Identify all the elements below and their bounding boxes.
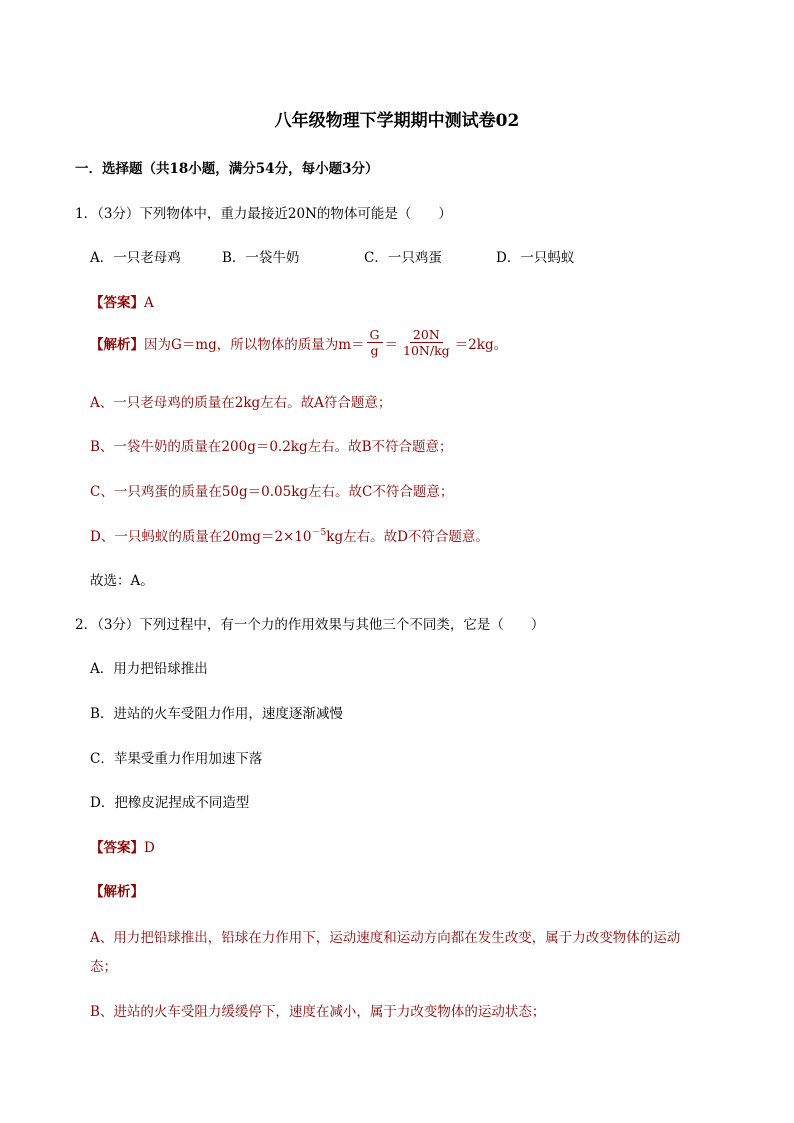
q1-line-d-suffix: kg左右。故D不符合题意。 <box>326 529 489 545</box>
q2-answer-label: 【答案】 <box>90 840 144 856</box>
q1-analysis-suffix: ＝2kg。 <box>454 336 508 353</box>
q2-answer <box>90 836 155 856</box>
q1-analysis-line-c: C、一只鸡蛋的质量在50g＝0.05kg左右。故C不符合题意； <box>90 484 454 500</box>
q1-conclusion: 故选：A。 <box>90 573 154 589</box>
question-1-options <box>90 246 690 266</box>
q2-option-a: A．用力把铅球推出 <box>90 661 208 677</box>
q1-answer <box>90 291 154 311</box>
fraction-denominator: g <box>370 343 379 359</box>
q1-answer-label: 【答案】 <box>90 295 144 311</box>
q1-option-b: B．一袋牛奶 <box>222 250 300 266</box>
exponent: －5 <box>311 528 327 538</box>
q2-option-b: B．进站的火车受阻力作用，速度逐渐减慢 <box>90 706 343 722</box>
question-2-stem: 2．（3分）下列过程中，有一个力的作用效果与其他三个不同类，它是（ ） <box>75 617 545 633</box>
q2-answer-value: D <box>144 840 155 856</box>
q1-answer-value: A <box>144 295 154 311</box>
q1-line-d-prefix: D、一只蚂蚁的质量在20mg＝2×10 <box>90 529 312 545</box>
q2-analysis-line-a-1: A、用力把铅球推出，铅球在力作用下，运动速度和运动方向都在发生改变，属于力改变物体的运动 <box>90 930 681 946</box>
fraction-g-over-g <box>367 328 383 357</box>
q1-analysis-label: 【解析】 <box>90 336 144 353</box>
q1-analysis-prefix: 因为G＝mg，所以物体的质量为m＝ <box>144 336 365 353</box>
equals-sign: ＝ <box>384 336 399 353</box>
q1-option-c: C．一只鸡蛋 <box>364 250 442 266</box>
q2-option-d: D．把橡皮泥捏成不同造型 <box>90 795 250 811</box>
q2-analysis-line-a-2: 态； <box>90 959 117 975</box>
fraction-numerator: G <box>367 328 383 343</box>
q1-analysis-line-a: A、一只老母鸡的质量在2kg左右。故A符合题意； <box>90 395 392 411</box>
page-title: 八年级物理下学期期中测试卷02 <box>274 111 520 131</box>
q2-option-c: C．苹果受重力作用加速下落 <box>90 751 263 767</box>
q1-analysis-formula <box>90 328 507 357</box>
fraction-numerator: 20N <box>410 328 443 343</box>
fraction-denominator: 10N/kg <box>403 343 450 359</box>
section-heading: 一．选择题（共18小题，满分54分，每小题3分） <box>75 161 379 177</box>
q1-analysis-line-b: B、一袋牛奶的质量在200g＝0.2kg左右。故B不符合题意； <box>90 439 453 455</box>
q1-option-a: A．一只老母鸡 <box>90 250 181 266</box>
q1-option-d: D．一只蚂蚁 <box>496 250 575 266</box>
q2-analysis-line-b: B、进站的火车受阻力缓缓停下，速度在减小，属于力改变物体的运动状态； <box>90 1004 546 1020</box>
question-1-stem: 1．（3分）下列物体中，重力最接近20N的物体可能是（ ） <box>75 206 452 222</box>
fraction-20n-over-10nkg <box>400 328 453 357</box>
q2-analysis-label: 【解析】 <box>90 884 144 900</box>
q1-analysis-line-d <box>90 525 489 545</box>
